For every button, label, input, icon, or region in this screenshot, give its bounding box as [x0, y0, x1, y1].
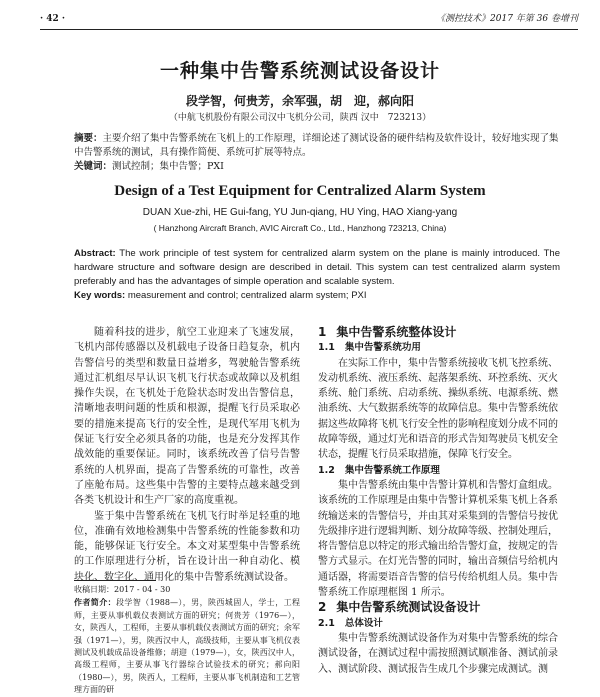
english-abstract-body — [74, 247, 560, 289]
section-2-heading — [318, 600, 558, 615]
english-keywords — [74, 289, 560, 303]
left-column — [74, 325, 300, 585]
running-head — [40, 12, 578, 26]
english-keywords-label: Key words: — [74, 290, 126, 301]
chinese-abstract-body — [74, 132, 560, 160]
footnote-rule — [74, 580, 156, 581]
subsection-1-1-number: 1.1 — [318, 342, 335, 354]
author-bio-label: 作者简介： — [74, 597, 117, 608]
subsection-1-2-paragraph: 集中告警系统由集中告警计算机和告警灯盒组成。该系统的工作原理是由集中告警计算机采集飞机上各系统输送来的告警信号，并由其对采集到的告警信号按优先级排序进行逻辑判断、划分故障等级、控制处理后，将告警信息以特定的形式输出给告警灯盒，按规定的告警方式显示。在灯光告警的同时，输出音频信号给机内通话器，将需要语音告警的信号传给机组人员。集中告警系统工作原理框图 1 所示。 — [318, 479, 558, 599]
chinese-abstract-text: 主要介绍了集中告警系统在飞机上的工作原理，详细论述了测试设备的硬件结构及软件设计，较好地实现了集中告警系统的测试，具有操作简便、系统可扩展等特点。 — [74, 133, 559, 158]
section-1-heading — [318, 325, 558, 340]
subsection-1-1-heading — [318, 340, 558, 355]
chinese-abstract-label: 摘要： — [74, 133, 103, 144]
english-affiliation: ( Hanzhong Aircraft Branch, AVIC Aircraft Co., Ltd., Hanzhong 723213, China) — [153, 223, 447, 233]
subsection-1-2-title: 集中告警系统工作原理 — [344, 464, 440, 476]
subsection-1-1-paragraph: 在实际工作中，集中告警系统接收飞机飞控系统、发动机系统、液压系统、起落架系统、环控系统、灭火系统、舱门系统、启动系统、操纵系统、电源系统、燃油系统、大气数据系统等的故障信息。集中告警系统依据这些故障将飞机飞行安全性的影响程度划分成不同的故障等级，通过灯光和语音的形式告知驾驶员飞机安全状态，提醒飞行员采取措施，保障飞行安全。 — [318, 357, 558, 461]
subsection-2-1-paragraph: 集中告警系统测试设备作为对集中告警系统的综合测试设备，在测试过程中需按照测试顺准备、测试前录入、测试阶段、测试报告生成几个步骤完成测试。测 — [318, 632, 558, 675]
section-2-title: 集中告警系统测试设备设计 — [336, 600, 481, 615]
chinese-title: 一种集中告警系统测试设备设计 — [159, 60, 440, 82]
journal-name: 《测控技术》2017 年第 36 卷增刊 — [436, 14, 578, 24]
subsection-2-1-title: 总体设计 — [344, 617, 383, 629]
chinese-authors: 段学智，何贵芳，余军强，胡 迎，郝向阳 — [185, 94, 414, 108]
header-rule — [40, 29, 578, 30]
section-1-number: 1 — [318, 325, 327, 339]
intro-paragraph-2: 鉴于集中告警系统在飞机飞行时举足轻重的地位，准确有效地检测集中告警系统的性能参数和功能，能够保证飞行安全。本文对某型集中告警系统的工作原理进行分析，旨在设计出一种自动化、模块化、数字化、通用化的集中告警系统测试设备。 — [74, 510, 300, 583]
section-1-title: 集中告警系统整体设计 — [336, 325, 457, 339]
english-keywords-text: measurement and control; centralized alarm system; PXI — [127, 290, 367, 301]
intro-paragraph-1: 随着科技的进步，航空工业迎来了飞速发展，飞机内部传感器以及机载电子设备日趋复杂，机内告警信号的类型和数量日益增多，驾驶舱告警系统通过汇机组尽早认识飞机飞行状态或故障以及机组操作失误，在飞机处于危险状态时发出告警信息，清晰地表明问题的性质和根源，提醒飞行员采取必要的措施来提高飞行的安全性，是现代军用飞机为保证飞行安全必须具备的功能，也是充分发挥其作战效能的重要保证。同时，该系统改善了信号告警系统的人机界面，提高了告警系统的可靠性，改善了座舱布局。这些集中告警的主要特点越来越受到各类飞机设计和生产厂家的高度重视。 — [74, 327, 300, 507]
chinese-affiliation: （中航飞机股份有限公司汉中飞机分公司，陕西 汉中 723213） — [168, 113, 432, 123]
english-abstract-text: The work principle of test system for centralized alarm system on the plane is mainly introduced. The hardware structure and software design are described in detail. This system can test centralized alarm system preferably and has the advantages of simple operation and scalable system. — [74, 248, 560, 287]
received-date: 收稿日期：2017 - 04 - 30 — [74, 585, 171, 594]
subsection-1-2-heading — [318, 463, 558, 478]
chinese-abstract — [74, 132, 560, 174]
subsection-2-1-number: 2.1 — [318, 617, 335, 629]
english-abstract-label: Abstract: — [74, 248, 116, 259]
subsection-1-2-number: 1.2 — [318, 464, 335, 476]
section-2-number: 2 — [318, 600, 327, 615]
author-bio-text: 段学智（1988—），男，陕西城固人，学士，工程师，主要从事机载仪表测试方面的研究；何贵芳（1976—），女，陕西人，工程师，主要从事机载仪表测试方面的研究；余军强（1971—），男，陕西汉中人，高级技师，主要从事飞机仪表测试及机载成品设备维修；胡迎（1979—），女，陕西汉中人，高级工程师，主要从事飞行器综合试验技术的研究；郝向阳（1980—），男，陕西人，工程师，主要从事飞机制造和工艺管理方面的研 — [74, 598, 301, 695]
subsection-2-1-heading — [318, 616, 558, 631]
subsection-1-1-title: 集中告警系统功用 — [344, 342, 421, 354]
chinese-keywords — [74, 160, 560, 174]
footnote — [74, 584, 300, 697]
chinese-keywords-text: 测试控制；集中告警；PXI — [112, 161, 224, 172]
chinese-keywords-label: 关键词： — [74, 161, 113, 172]
english-authors: DUAN Xue-zhi, HE Gui-fang, YU Jun-qiang, HU Ying, HAO Xiang-yang — [142, 207, 458, 218]
page-number: · 42 · — [40, 14, 66, 24]
right-column — [318, 325, 558, 677]
english-title: Design of a Test Equipment for Centralized Alarm System — [114, 183, 486, 199]
english-abstract — [74, 247, 560, 303]
